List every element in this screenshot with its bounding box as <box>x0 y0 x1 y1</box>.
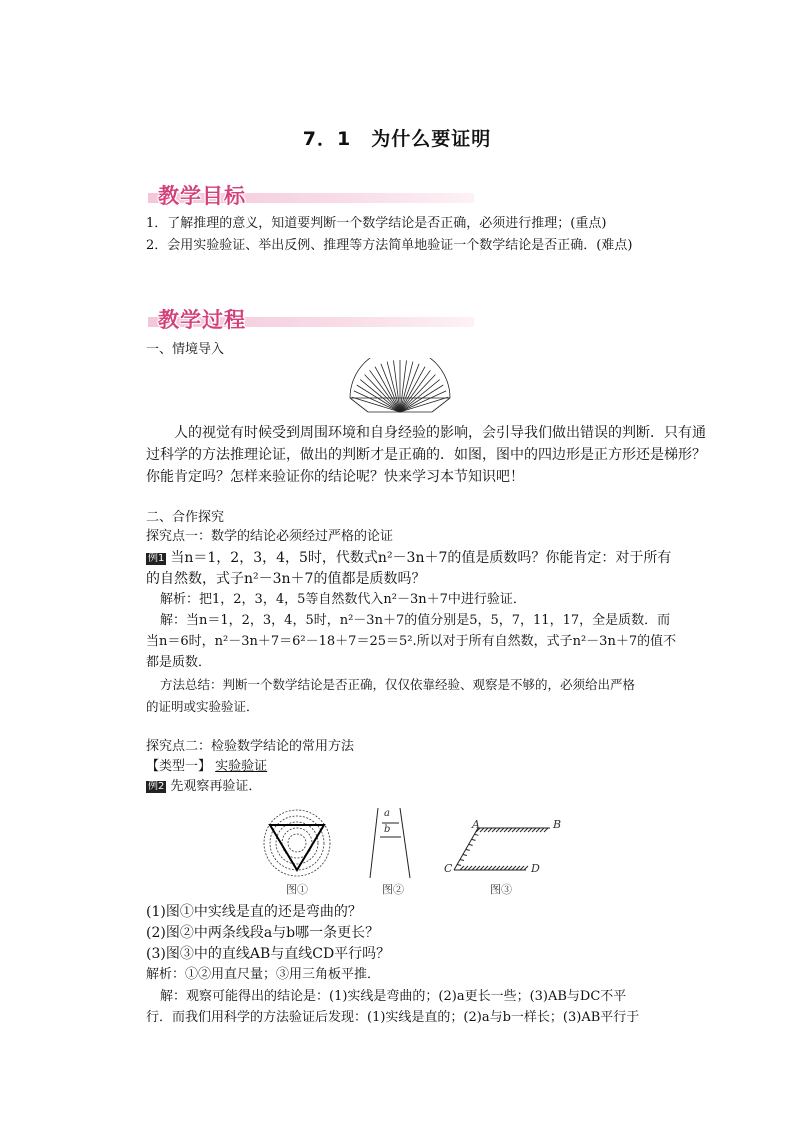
example-2-text: 先观察再验证． <box>170 779 262 794</box>
hatch-mark <box>508 828 512 832</box>
banner-title: 教学过程 <box>158 308 246 332</box>
hatch-mark <box>492 828 496 832</box>
intro-para-3: 你能肯定吗？怎样来验证你的结论呢？快来学习本节知识吧！ <box>146 469 524 485</box>
intro-para-2: 过科学的方法推理论证，做出的判断才是正确的．如图，图中的四边形是正方形还是梯形？ <box>146 447 706 463</box>
example-2-solution-1: 解：观察可能得出的结论是：(1)实线是弯曲的；(2)a更长一些；(3)AB与DC不平 <box>160 989 627 1004</box>
hatch-mark <box>460 866 464 870</box>
explore-heading: 二、合作探究 <box>146 510 225 525</box>
hatch-mark <box>524 866 528 870</box>
type-name: 实验验证 <box>215 759 268 774</box>
method-summary-2: 的证明或实验验证． <box>146 699 259 714</box>
fan-illusion-figure <box>348 358 452 414</box>
point-1: 探究点一：数学的结论必须经过严格的论证 <box>146 529 394 544</box>
hatch-mark <box>532 828 536 832</box>
hatch-mark <box>484 866 488 870</box>
example-tag: 例1 <box>148 553 165 564</box>
example-tag: 例2 <box>148 781 165 792</box>
hatch-mark <box>536 828 540 832</box>
hatch-mark <box>496 866 500 870</box>
example-1-text: 当n＝1，2，3，4，5时，代数式n²－3n＋7的值是质数吗？你能肯定：对于所有 <box>170 550 672 566</box>
point-2: 探究点二：检验数学结论的常用方法 <box>146 739 355 754</box>
section-banner-objectives <box>148 180 474 206</box>
hatch-mark <box>540 828 544 832</box>
label-C: C <box>444 862 453 875</box>
hatch-mark <box>463 854 467 855</box>
example-1-analysis: 解析：把1，2，3，4，5等自然数代入n²－3n＋7中进行验证． <box>160 592 526 607</box>
hatch-mark <box>500 828 504 832</box>
hatch-mark <box>524 828 528 832</box>
intro-heading: 一、情境导入 <box>146 342 225 357</box>
figure-1-circles <box>262 808 332 878</box>
hatch-mark <box>520 828 524 832</box>
figure-1-caption: 图① <box>286 883 308 896</box>
figure-2-lines <box>368 806 412 880</box>
method-summary-1: 方法总结：判断一个数学结论是否正确，仅仅依靠经验、观察是不够的，必须给出严格 <box>160 677 636 692</box>
hatch-mark <box>508 866 512 870</box>
hatch-mark <box>512 866 516 870</box>
hatch-mark <box>460 860 464 861</box>
hatch-mark <box>512 828 516 832</box>
hatch-mark <box>504 828 508 832</box>
fan-ray <box>400 362 413 412</box>
figure-3-caption: 图③ <box>490 883 512 896</box>
type-label: 【类型一】 <box>146 759 212 774</box>
hatch-mark <box>516 828 520 832</box>
hatch-mark <box>474 834 478 835</box>
hatch-mark <box>488 866 492 870</box>
example-2-line <box>146 777 261 797</box>
hatch-mark <box>469 844 473 845</box>
hatch-mark <box>488 828 492 832</box>
hatch-mark <box>520 866 524 870</box>
page-title: 7．1 为什么要证明 <box>302 128 492 150</box>
hatch-mark <box>496 828 500 832</box>
example-1-solution-1: 解：当n＝1，2，3，4，5时，n²－3n＋7的值分别是5，5，7，11，17，全是质数．而 <box>160 613 671 628</box>
hatch-mark <box>484 828 488 832</box>
question-3: (3)图③中的直线AB与直线CD平行吗？ <box>146 946 391 962</box>
example-1-solution-2: 当n＝6时，n²－3n＋7＝6²－18＋7＝25＝5².所以对于所有自然数，式子n²－3n＋7的值不 <box>146 634 677 649</box>
hatch-mark <box>516 866 520 870</box>
type-1-heading <box>146 757 267 777</box>
hatch-mark <box>468 866 472 870</box>
hatch-mark <box>504 866 508 870</box>
figure-2-caption: 图② <box>382 883 404 896</box>
example-1-solution-3: 都是质数． <box>146 655 212 670</box>
example-2-solution-2: 行．而我们用科学的方法验证后发现：(1)实线是直的；(2)a与b一样长；(3)AB平行于 <box>146 1010 640 1025</box>
hatch-mark <box>472 866 476 870</box>
example-1-line-2: 的自然数，式子n²－3n＋7的值都是质数吗？ <box>146 571 426 587</box>
section-banner-process <box>148 304 474 330</box>
banner-title: 教学目标 <box>158 184 246 208</box>
intro-para-1: 人的视觉有时候受到周围环境和自身经验的影响，会引导我们做出错误的判断．只有通 <box>146 425 706 441</box>
hatch-mark <box>466 849 470 850</box>
label-A: A <box>472 818 480 831</box>
question-1: (1)图①中实线是直的还是弯曲的？ <box>146 904 362 920</box>
hatch-mark <box>544 828 548 832</box>
objective-1: 1．了解推理的意义，知道要判断一个数学结论是否正确，必须进行推理；(重点) <box>146 216 607 231</box>
question-2: (2)图②中两条线段a与b哪一条更长？ <box>146 925 380 941</box>
hatch-mark <box>492 866 496 870</box>
hatch-mark <box>480 866 484 870</box>
hatch-mark <box>476 866 480 870</box>
hatch-mark <box>464 866 468 870</box>
example-1-line-1 <box>146 548 671 568</box>
hatch-mark <box>480 828 484 832</box>
hatch-mark <box>472 839 476 840</box>
hatch-mark <box>528 828 532 832</box>
label-a: a <box>384 808 390 819</box>
example-2-analysis: 解析：①②用直尺量；③用三角板平推． <box>146 967 381 982</box>
hatch-mark <box>457 865 461 866</box>
label-b: b <box>384 824 391 835</box>
label-D: D <box>531 862 540 875</box>
hatch-mark <box>500 866 504 870</box>
objective-2: 2．会用实验验证、举出反例、推理等方法简单地验证一个数学结论是否正确．(难点) <box>146 238 633 253</box>
label-B: B <box>553 818 562 831</box>
fan-ray <box>387 362 400 412</box>
